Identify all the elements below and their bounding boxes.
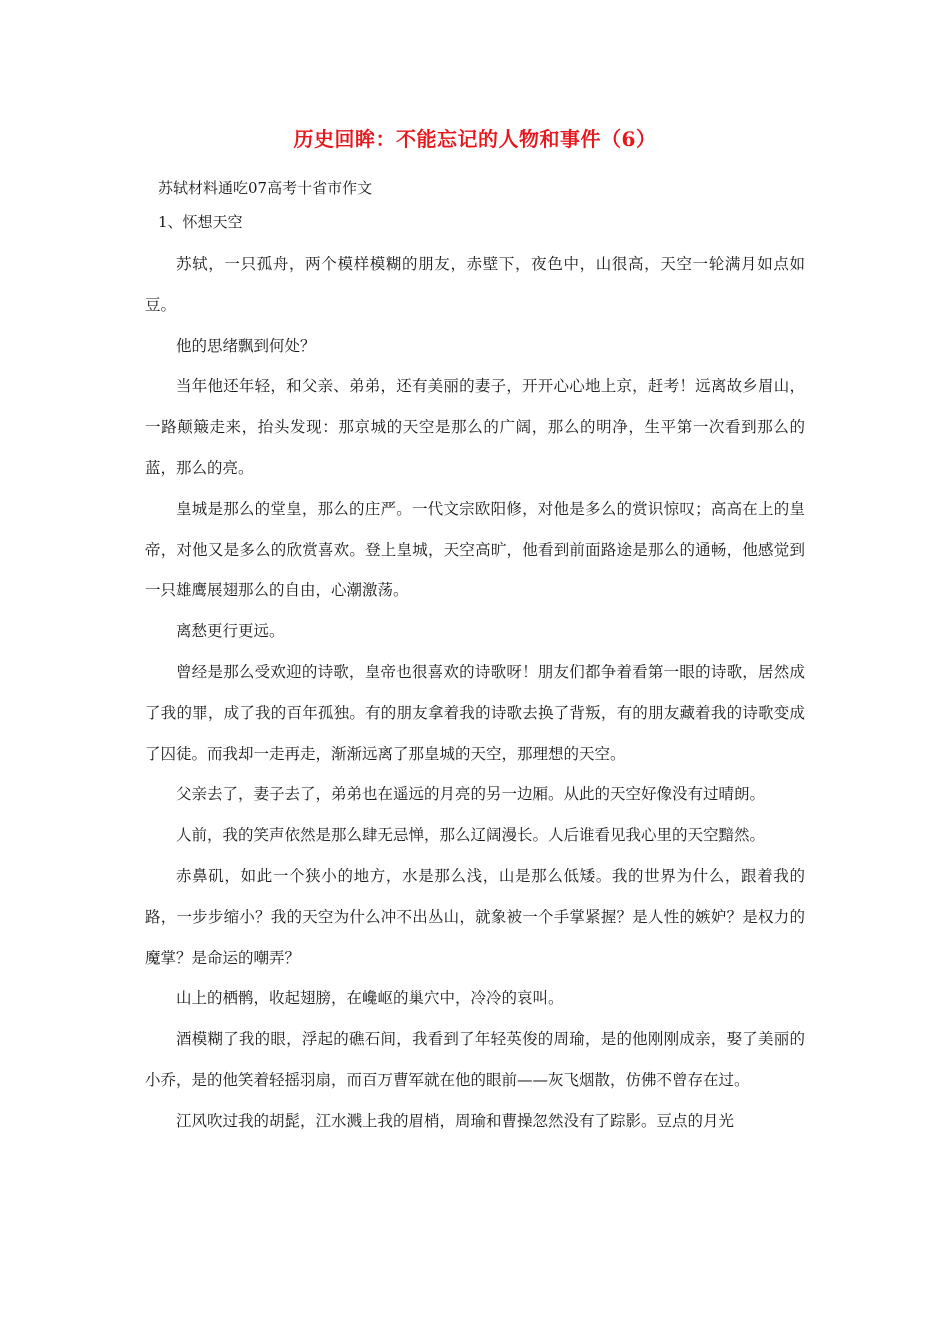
paragraph: 赤鼻矶，如此一个狭小的地方，水是那么浅，山是那么低矮。我的世界为什么，跟着我的路，一步步缩小？我的天空为什么冲不出丛山，就象被一个手掌紧握？是人性的嫉妒？是权力的魔掌？是命运的嘲弄？ [145, 866, 805, 967]
section-heading: 1、怀想天空 [158, 213, 243, 231]
paragraph: 离愁更行更远。 [176, 622, 285, 641]
paragraph: 酒模糊了我的眼，浮起的礁石间，我看到了年轻英俊的周瑜，是的他刚刚成亲，娶了美丽的小乔，是的他笑着轻摇羽扇，而百万曹军就在他的眼前——灰飞烟散，仿佛不曾存在过。 [145, 1030, 805, 1089]
document-subtitle: 苏轼材料通吃07高考十省市作文 [158, 179, 373, 197]
paragraph: 苏轼，一只孤舟，两个模样模糊的朋友，赤壁下，夜色中，山很高，天空一轮满月如点如豆。 [145, 255, 805, 314]
paragraph: 皇城是那么的堂皇，那么的庄严。一代文宗欧阳修，对他是多么的赏识惊叹；高高在上的皇帝，对他又是多么的欣赏喜欢。登上皇城，天空高旷，他看到前面路途是那么的通畅，他感觉到一只雄鹰展翅那么的自由，心潮激荡。 [145, 499, 805, 600]
paragraph: 曾经是那么受欢迎的诗歌，皇帝也很喜欢的诗歌呀！朋友们都争着看第一眼的诗歌，居然成了我的罪，成了我的百年孤独。有的朋友拿着我的诗歌去换了背叛，有的朋友藏着我的诗歌变成了囚徒。而我却一走再走，渐渐远离了那皇城的天空，那理想的天空。 [145, 662, 805, 763]
paragraph: 山上的栖鹘，收起翅膀，在巉岖的巢穴中，冷冷的哀叫。 [176, 989, 564, 1008]
paragraph: 他的思绪飘到何处？ [176, 336, 316, 355]
article-body [145, 244, 805, 1142]
paragraph: 人前，我的笑声依然是那么肆无忌惮，那么辽阔漫长。人后谁看见我心里的天空黯然。 [176, 826, 766, 845]
paragraph: 父亲去了，妻子去了，弟弟也在遥远的月亮的另一边厢。从此的天空好像没有过晴朗。 [176, 785, 766, 804]
paragraph: 当年他还年轻，和父亲、弟弟，还有美丽的妻子，开开心心地上京，赶考！远离故乡眉山，一路颠簸走来，抬头发现：那京城的天空是那么的广阔，那么的明净，生平第一次看到那么的蓝，那么的亮。 [145, 377, 805, 477]
document-title: 历史回眸：不能忘记的人物和事件（6） [293, 127, 657, 151]
paragraph: 江风吹过我的胡髭，江水溅上我的眉梢，周瑜和曹操忽然没有了踪影。豆点的月光 [176, 1111, 735, 1130]
